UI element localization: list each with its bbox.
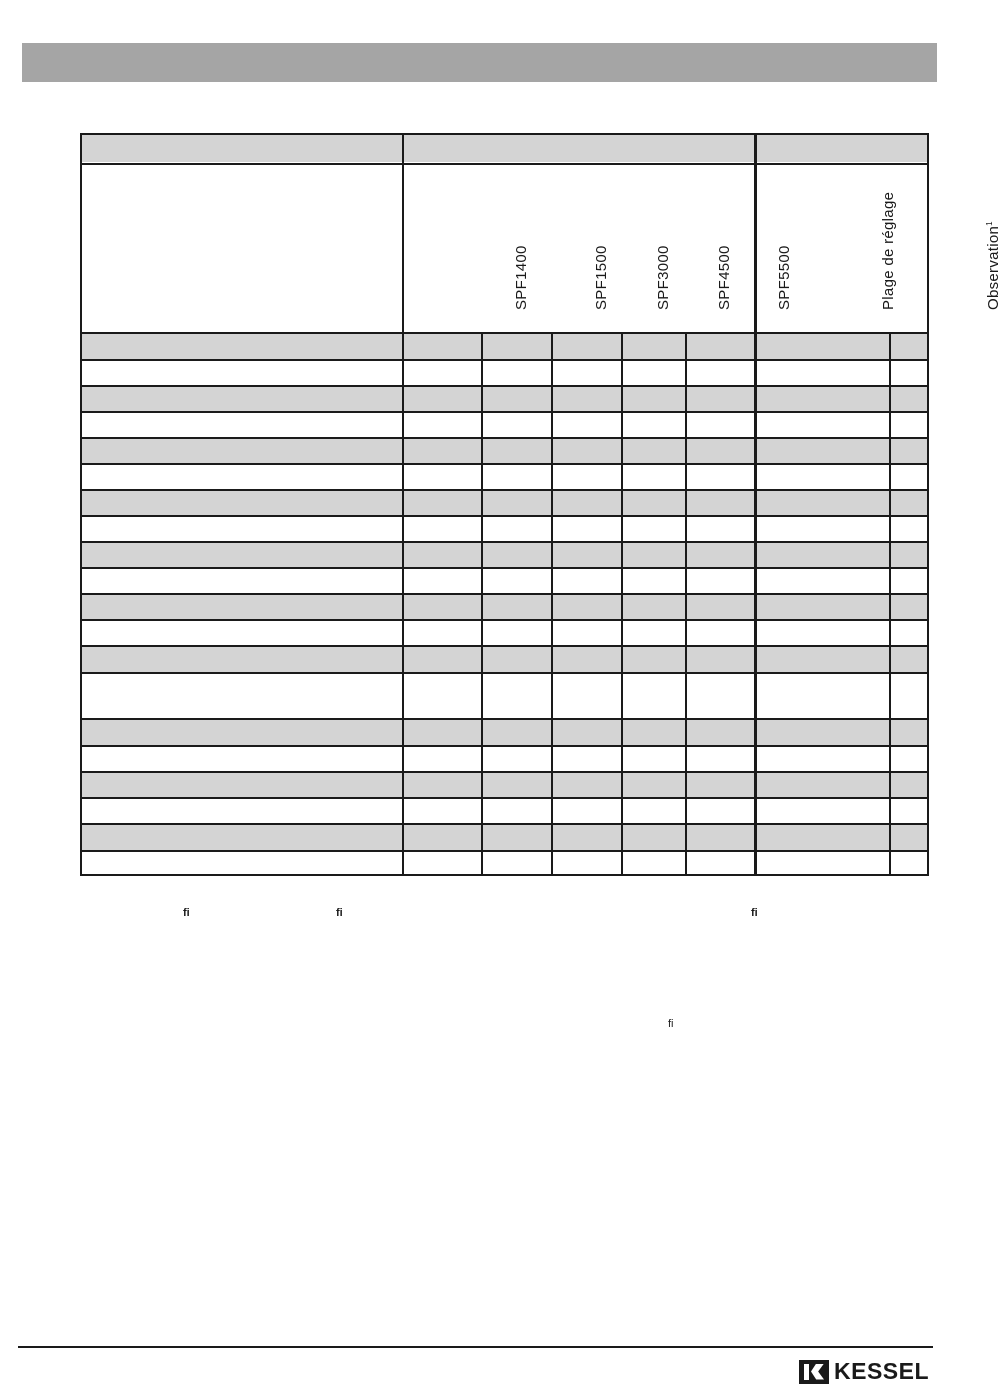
- table-row: [81, 411, 928, 437]
- table-column-divider: [551, 332, 553, 876]
- table-row-divider: [80, 672, 929, 674]
- table-row-divider: [80, 874, 929, 876]
- kessel-k-logo-icon: [799, 1360, 829, 1384]
- table-row-divider: [80, 385, 929, 387]
- table-row-divider: [80, 332, 929, 334]
- table-row: [81, 823, 928, 850]
- table-row: [81, 332, 928, 359]
- footnote-ligature: fi: [668, 1018, 674, 1030]
- table-row-divider: [80, 718, 929, 720]
- table-row-divider: [80, 645, 929, 647]
- table-row-divider: [80, 437, 929, 439]
- footnote-ligature: fi: [183, 907, 190, 919]
- col-header-spf1500: SPF1500: [593, 245, 610, 310]
- col-header-spf1400: SPF1400: [513, 245, 530, 310]
- table-column-divider: [754, 133, 757, 876]
- table-row-divider: [80, 850, 929, 852]
- col-header-spf4500: SPF4500: [716, 245, 733, 310]
- table-column-divider: [481, 332, 483, 876]
- footer-rule: [18, 1346, 933, 1348]
- table-column-divider: [402, 133, 404, 876]
- table-column-divider: [685, 332, 687, 876]
- footnote-ligature: fi: [751, 907, 758, 919]
- col-header-observation: Observation$^1$: [985, 221, 1002, 310]
- table-row-divider: [80, 823, 929, 825]
- logo-text: KESSEL: [834, 1358, 930, 1384]
- table-row-divider: [80, 541, 929, 543]
- header-group-models: [404, 135, 754, 162]
- table-column-divider: [889, 332, 891, 876]
- footnote-ligature: fi: [336, 907, 343, 919]
- table-row: [81, 437, 928, 463]
- table-row-divider: [80, 593, 929, 595]
- table-row: [81, 541, 928, 567]
- table-row: [81, 619, 928, 645]
- table-row: [81, 672, 928, 718]
- table-column-divider: [927, 133, 929, 876]
- table-row: [81, 463, 928, 489]
- table-row: [81, 718, 928, 745]
- table-row: [81, 593, 928, 619]
- table-row: [81, 745, 928, 771]
- table-row-divider: [80, 489, 929, 491]
- table-row: [81, 771, 928, 797]
- col-header-spf3000: SPF3000: [655, 245, 672, 310]
- header-group-settings: [757, 135, 927, 162]
- settings-table: [80, 133, 1002, 876]
- table-row-divider: [80, 359, 929, 361]
- table-row-divider: [80, 745, 929, 747]
- table-row-divider: [80, 619, 929, 621]
- table-row: [81, 515, 928, 541]
- table-row: [81, 850, 928, 876]
- table-row-divider: [80, 163, 929, 165]
- table-row: [81, 385, 928, 411]
- table-row: [81, 567, 928, 593]
- col-header-range: Plage de réglage: [880, 191, 897, 310]
- header-bar: [22, 43, 937, 82]
- table-row-divider: [80, 797, 929, 799]
- table-row-divider: [80, 463, 929, 465]
- table-row-divider: [80, 411, 929, 413]
- table-row-divider: [80, 771, 929, 773]
- table-row-divider: [80, 133, 929, 135]
- table-column-divider: [621, 332, 623, 876]
- col-header-spf5500: SPF5500: [776, 245, 793, 310]
- kessel-logo: [799, 1358, 929, 1385]
- table-row: [81, 797, 928, 823]
- table-column-divider: [80, 133, 82, 876]
- table-row-divider: [80, 567, 929, 569]
- table-row: [81, 359, 928, 385]
- table-row-divider: [80, 515, 929, 517]
- table-row: [81, 645, 928, 672]
- header-group-label: [82, 135, 402, 162]
- table-row: [81, 489, 928, 515]
